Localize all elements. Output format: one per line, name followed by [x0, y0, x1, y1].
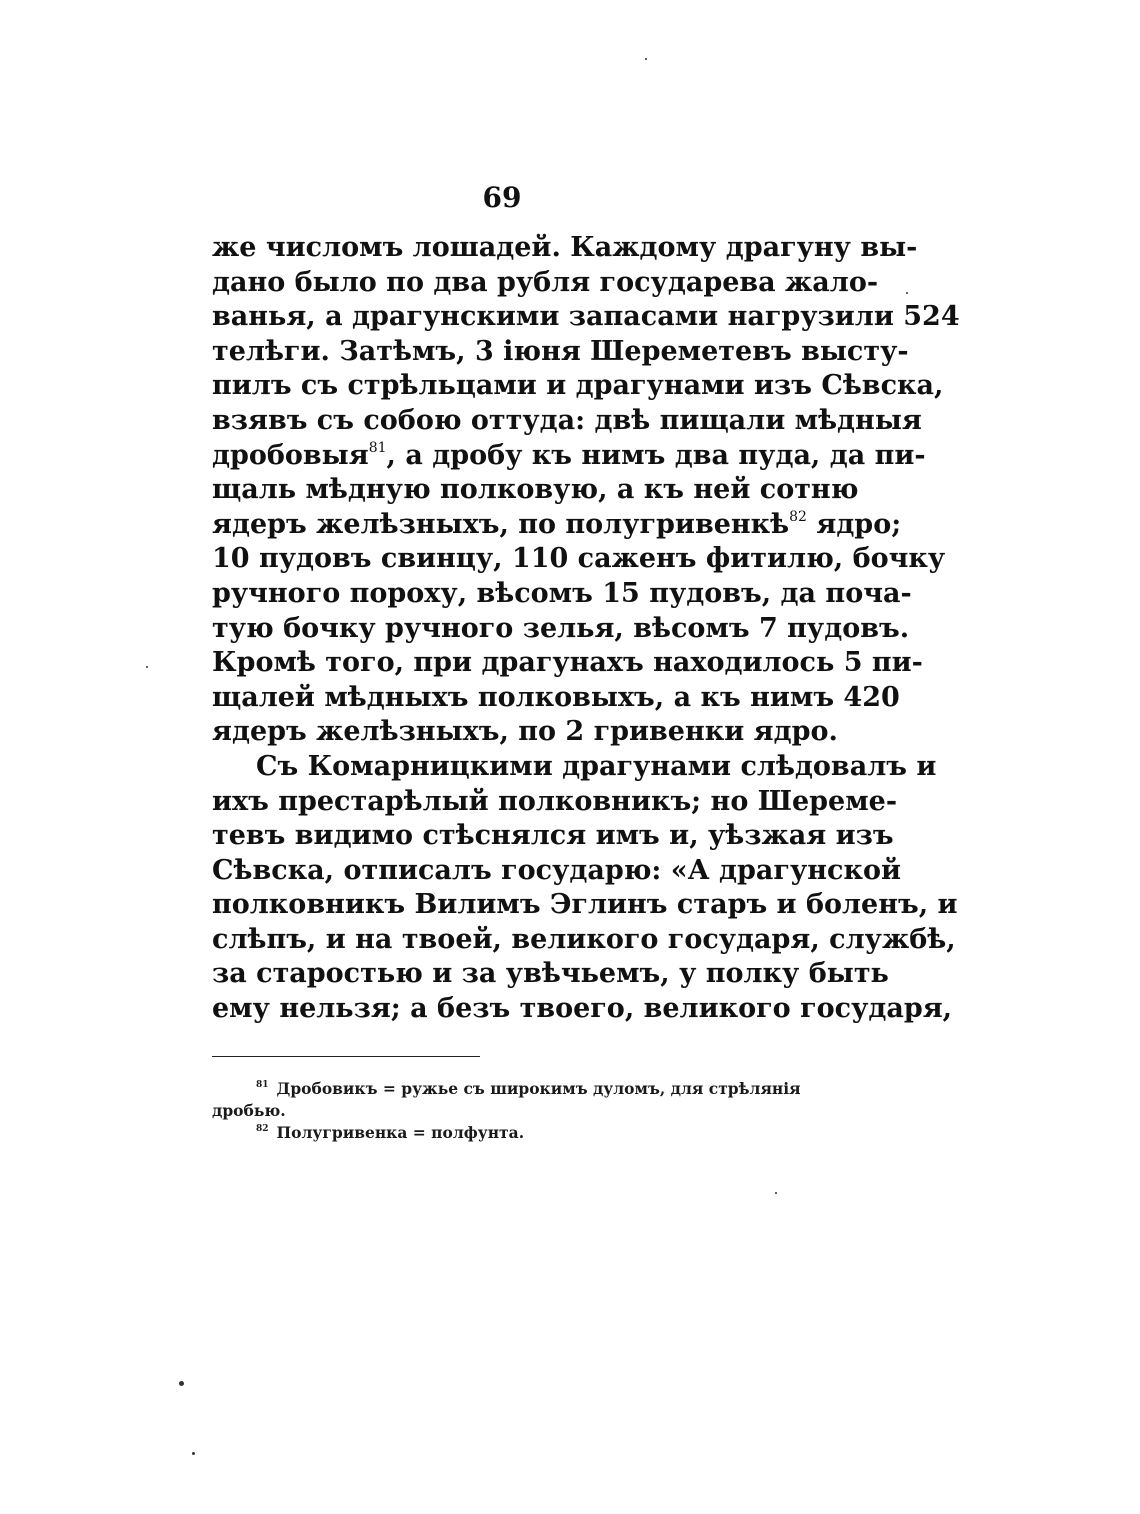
scan-speck: [906, 292, 908, 294]
text-line: ванья, а драгунскими запасами нагрузили 524: [212, 301, 960, 333]
footnote-separator: [212, 1056, 480, 1057]
text-line: щаль мѣдную полковую, а къ ней сотню: [212, 474, 859, 506]
footnote-ref-81: 81: [368, 439, 387, 456]
text-line: Сѣвска, отписалъ государю: «А драгунской: [212, 854, 901, 886]
text-fragment: ядро;: [806, 508, 902, 540]
paragraph-start-line: Съ Комарницкими драгунами слѣдовалъ и: [256, 750, 937, 782]
text-line: полковникъ Вилимъ Эглинъ старъ и боленъ, и: [212, 889, 958, 921]
text-line: тую бочку ручного зелья, вѣсомъ 7 пудовъ.: [212, 612, 910, 644]
footnote-81-continuation: дробью.: [212, 1101, 286, 1120]
text-line: ручного пороху, вѣсомъ 15 пудовъ, да поча-: [212, 577, 912, 609]
text-line: ихъ престарѣлый полковникъ; но Шереме-: [212, 785, 898, 817]
text-line: ему нельзя; а безъ твоего, великого государя,: [212, 993, 953, 1025]
text-line: за старостью и за увѣчьемъ, у полку быть: [212, 958, 889, 990]
scan-speck: [179, 1381, 184, 1386]
text-line: взявъ съ собою оттуда: двѣ пищали мѣдныя: [212, 404, 922, 436]
text-fragment: дробовыя: [212, 439, 369, 471]
text-line: тевъ видимо стѣснялся имъ и, уѣзжая изъ: [212, 820, 894, 852]
text-line: [212, 439, 926, 474]
body-text: [212, 231, 960, 1027]
page-number: 69: [482, 181, 522, 214]
text-line: ядеръ желѣзныхъ, по 2 гривенки ядро.: [212, 716, 838, 748]
footnotes: [212, 1078, 801, 1144]
text-line: дано было по два рубля государева жало-: [212, 266, 879, 298]
footnote-81: [212, 1078, 801, 1100]
scan-speck: [192, 1452, 195, 1455]
text-line: пилъ съ стрѣльцами и драгунами изъ Сѣвска,: [212, 370, 944, 402]
text-fragment: ядеръ желѣзныхъ, по полугривенкѣ: [212, 508, 790, 540]
footnote-82: [212, 1122, 793, 1144]
scan-speck: [645, 58, 647, 60]
footnote-text: Дробовикъ = ружье съ широкимъ дуломъ, для стрѣлянія: [276, 1079, 801, 1098]
text-fragment: , а дробу къ нимъ два пуда, да пи-: [386, 439, 926, 471]
text-line: же числомъ лошадей. Каждому драгуну вы-: [212, 232, 918, 263]
footnote-text: Полугривенка = полфунта.: [276, 1123, 525, 1142]
text-line: Кромѣ того, при драгунахъ находилось 5 пи-: [212, 647, 923, 679]
text-line: щалей мѣдныхъ полковыхъ, а къ нимъ 420: [212, 681, 900, 713]
scan-speck: [775, 1192, 777, 1194]
text-line: 10 пудовъ свинцу, 110 саженъ фитилю, бочку: [212, 543, 946, 575]
footnote-mark: 81: [256, 1080, 269, 1090]
text-line: телѣги. Затѣмъ, 3 іюня Шереметевъ высту-: [212, 335, 909, 367]
text-line: слѣпъ, и на твоей, великого государя, службѣ,: [212, 923, 956, 955]
scan-speck: [146, 666, 148, 668]
text-line: [212, 508, 902, 543]
footnote-ref-82: 82: [789, 508, 807, 525]
footnote-mark: 82: [256, 1124, 269, 1134]
